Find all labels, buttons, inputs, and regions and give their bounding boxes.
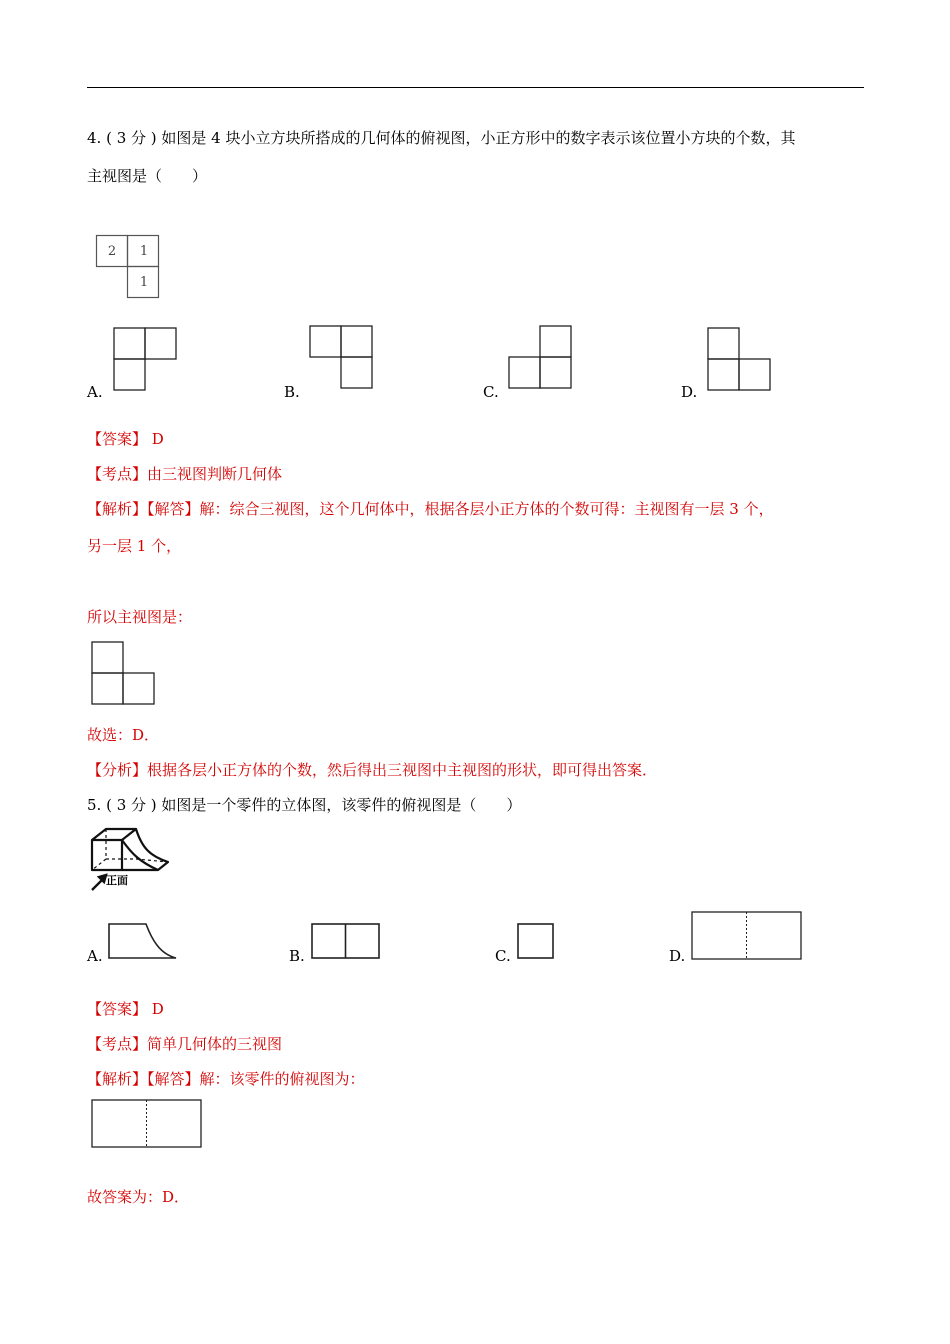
q4-grid-number-1: 2 [107,244,117,259]
q4-solution-front-view [91,641,155,705]
q4-grid-number-3: 1 [139,275,149,290]
q4-option-c-figure [508,325,572,389]
q4-option-b-figure [309,325,373,390]
q4-option-b-label: B. [284,383,300,401]
q5-option-a-label: A. [87,947,103,965]
q5-option-d-figure [691,911,803,961]
q4-analysis-line2: 另一层 1 个， [87,537,182,555]
q4-option-a-label: A. [87,383,103,401]
q4-choose-line: 故选：D． [87,726,160,744]
q5-option-b-label: B. [289,947,305,965]
q5-analysis: 【解析】【解答】解：该零件的俯视图为： [87,1070,365,1088]
q5-option-d-label: D. [669,947,686,965]
q4-analysis-line1: 【解析】【解答】解：综合三视图，这个几何体中，根据各层小正方体的个数可得：主视图有一层 3 个， [87,500,774,518]
q4-option-a-figure [113,327,177,391]
q4-method-line: 【分析】根据各层小正方体的个数，然后得出三视图中主视图的形状，即可得出答案． [87,761,658,779]
q4-option-c-label: C. [483,383,499,401]
q5-option-a-figure [108,922,178,960]
q4-grid-number-2: 1 [139,244,149,259]
header-rule [87,87,864,88]
q4-so-line: 所以主视图是： [87,608,193,626]
q5-option-c-label: C. [495,947,511,965]
q5-part-3d-figure [88,826,170,892]
q5-topic: 【考点】简单几何体的三视图 [87,1035,283,1053]
q5-stem: 5. ( 3 分 ) 如图是一个零件的立体图，该零件的俯视图是（ ） [87,796,522,814]
q5-option-b-figure [311,922,381,960]
q4-stem-line1: 4. ( 3 分 ) 如图是 4 块小立方块所搭成的几何体的俯视图，小正方形中的数字表示该位置小方块的个数，其 [87,129,796,147]
q5-answer: 【答案】 D [87,1000,164,1018]
q4-topic: 【考点】由三视图判断几何体 [87,465,283,483]
q5-conclusion: 故答案为：D． [87,1188,190,1206]
q5-option-c-figure [517,922,555,960]
q4-option-d-label: D. [681,383,698,401]
q4-option-d-figure [707,327,771,391]
q4-answer: 【答案】 D [87,430,164,448]
q5-solution-top-view [91,1099,203,1149]
q4-stem-line2: 主视图是（ ） [87,167,208,185]
q5-front-label: 正面 [106,874,128,887]
